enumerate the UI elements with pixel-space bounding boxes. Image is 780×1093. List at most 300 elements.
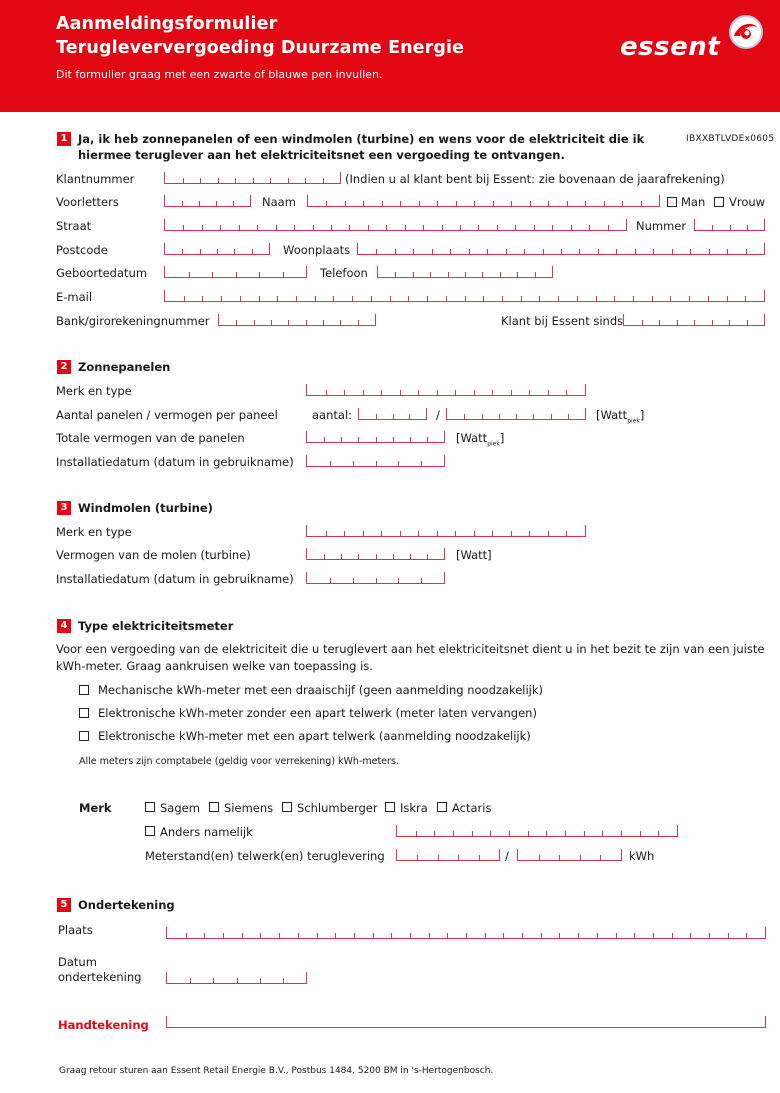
klant-sinds-field[interactable] bbox=[623, 314, 765, 326]
merk-label: Merk bbox=[79, 801, 112, 815]
field-tick bbox=[395, 249, 396, 254]
field-tick bbox=[730, 225, 731, 230]
brand-sagem: Sagem bbox=[160, 801, 200, 815]
meter-option-mechanisch-checkbox[interactable] bbox=[79, 685, 89, 695]
geboortedatum-field[interactable] bbox=[164, 266, 307, 278]
brand-siemens-checkbox[interactable] bbox=[209, 802, 219, 812]
field-tick bbox=[530, 201, 531, 206]
field-tick bbox=[672, 933, 673, 938]
field-tick bbox=[298, 933, 299, 938]
field-tick bbox=[511, 531, 512, 536]
nummer-label: Nummer bbox=[636, 219, 687, 233]
field-tick bbox=[437, 201, 438, 206]
field-tick bbox=[429, 933, 430, 938]
field-tick bbox=[458, 855, 459, 860]
field-tick bbox=[658, 831, 659, 836]
field-tick bbox=[221, 296, 222, 301]
field-tick bbox=[294, 225, 295, 230]
watt-unit-text: [Watt bbox=[596, 408, 628, 422]
field-tick bbox=[548, 201, 549, 206]
field-tick bbox=[199, 201, 200, 206]
field-tick bbox=[315, 296, 316, 301]
field-tick bbox=[528, 831, 529, 836]
field-tick bbox=[363, 390, 364, 395]
meterstand-slash: / bbox=[505, 849, 509, 863]
section-number-2: 2 bbox=[57, 360, 71, 374]
kwh-unit: kWh bbox=[629, 849, 655, 863]
brand-schlumberger-checkbox[interactable] bbox=[282, 802, 292, 812]
field-tick bbox=[548, 531, 549, 536]
field-tick bbox=[288, 320, 289, 325]
field-tick bbox=[455, 390, 456, 395]
field-tick bbox=[584, 831, 585, 836]
meter-option-mechanisch: Mechanische kWh-meter met een draaischijf (geen aanmelding noodzakelijk) bbox=[98, 683, 544, 697]
field-tick bbox=[558, 296, 559, 301]
field-tick bbox=[413, 249, 414, 254]
meterstand-field-2[interactable] bbox=[517, 849, 622, 861]
field-tick bbox=[427, 554, 428, 559]
field-tick bbox=[381, 531, 382, 536]
field-tick bbox=[522, 933, 523, 938]
field-tick bbox=[235, 178, 236, 183]
field-tick bbox=[405, 225, 406, 230]
field-tick bbox=[604, 201, 605, 206]
field-tick bbox=[500, 272, 501, 277]
field-tick bbox=[621, 831, 622, 836]
section-number-3: 3 bbox=[57, 501, 71, 515]
field-tick bbox=[217, 249, 218, 254]
field-tick bbox=[326, 390, 327, 395]
field-tick bbox=[190, 978, 191, 983]
field-tick bbox=[270, 178, 271, 183]
woonplaats-label: Woonplaats bbox=[283, 243, 351, 257]
field-tick bbox=[511, 201, 512, 206]
field-tick bbox=[469, 249, 470, 254]
field-tick bbox=[448, 272, 449, 277]
field-tick bbox=[373, 933, 374, 938]
voorletters-label: Voorletters bbox=[56, 195, 119, 209]
brand-schlumberger: Schlumberger bbox=[297, 801, 378, 815]
field-tick bbox=[427, 296, 428, 301]
field-tick bbox=[237, 978, 238, 983]
field-tick bbox=[483, 296, 484, 301]
field-tick bbox=[236, 320, 237, 325]
field-tick bbox=[689, 296, 690, 301]
field-tick bbox=[466, 933, 467, 938]
woonplaats-field[interactable] bbox=[357, 243, 765, 255]
meter-option-met-telwerk: Elektronische kWh-meter met een apart telwerk (aanmelding noodzakelijk) bbox=[98, 729, 531, 743]
anders-field[interactable] bbox=[396, 825, 678, 837]
field-tick bbox=[371, 296, 372, 301]
field-tick bbox=[202, 296, 203, 301]
field-tick bbox=[341, 554, 342, 559]
field-tick bbox=[566, 531, 567, 536]
field-tick bbox=[408, 296, 409, 301]
wind-datum-label: Installatiedatum (datum in gebruikname) bbox=[56, 572, 294, 586]
telefoon-label: Telefoon bbox=[320, 266, 368, 280]
datum-label-line1: Datum bbox=[58, 955, 97, 969]
brand-siemens: Siemens bbox=[224, 801, 274, 815]
voorletters-field[interactable] bbox=[164, 195, 251, 207]
field-tick bbox=[254, 320, 255, 325]
field-tick bbox=[653, 249, 654, 254]
field-tick bbox=[186, 933, 187, 938]
vrouw-checkbox[interactable] bbox=[714, 197, 724, 207]
field-tick bbox=[333, 296, 334, 301]
field-tick bbox=[712, 320, 713, 325]
aantal-slash: / bbox=[436, 408, 440, 422]
field-tick bbox=[690, 933, 691, 938]
field-tick bbox=[352, 296, 353, 301]
field-tick bbox=[608, 225, 609, 230]
watt-piek-unit bbox=[596, 408, 644, 428]
brand-iskra: Iskra bbox=[400, 801, 428, 815]
field-tick bbox=[386, 225, 387, 230]
field-tick bbox=[745, 296, 746, 301]
section5-title: Ondertekening bbox=[78, 898, 175, 912]
klantnummer-note: (Indien u al klant bent bij Essent: zie bovenaan de jaarafrekening) bbox=[345, 172, 725, 186]
field-tick bbox=[552, 225, 553, 230]
field-tick bbox=[189, 272, 190, 277]
field-tick bbox=[358, 437, 359, 442]
field-tick bbox=[709, 249, 710, 254]
essent-logo bbox=[620, 14, 770, 64]
field-tick bbox=[571, 225, 572, 230]
field-tick bbox=[323, 320, 324, 325]
field-tick bbox=[358, 320, 359, 325]
field-tick bbox=[279, 933, 280, 938]
field-tick bbox=[395, 272, 396, 277]
field-tick bbox=[539, 296, 540, 301]
field-tick bbox=[487, 249, 488, 254]
postcode-label: Postcode bbox=[56, 243, 108, 257]
field-tick bbox=[747, 225, 748, 230]
field-tick bbox=[561, 249, 562, 254]
field-tick bbox=[271, 320, 272, 325]
field-tick bbox=[216, 201, 217, 206]
field-tick bbox=[409, 414, 410, 419]
brand-actaris: Actaris bbox=[452, 801, 492, 815]
klantnummer-field[interactable] bbox=[164, 172, 341, 184]
man-label: Man bbox=[681, 195, 706, 209]
logo-swirl-icon bbox=[724, 14, 766, 52]
field-tick bbox=[506, 249, 507, 254]
field-tick bbox=[296, 296, 297, 301]
field-tick bbox=[690, 249, 691, 254]
field-tick bbox=[529, 531, 530, 536]
field-tick bbox=[566, 390, 567, 395]
section-number-1: 1 bbox=[57, 132, 71, 146]
aantal-prefix: aantal: bbox=[312, 408, 353, 422]
section3-title: Windmolen (turbine) bbox=[78, 501, 213, 515]
field-tick bbox=[746, 933, 747, 938]
field-tick bbox=[602, 831, 603, 836]
field-tick bbox=[559, 855, 560, 860]
zon-vermogen-field[interactable] bbox=[446, 408, 586, 420]
meter-option-met-telwerk-checkbox[interactable] bbox=[79, 731, 89, 741]
field-tick bbox=[533, 414, 534, 419]
field-tick bbox=[252, 249, 253, 254]
section2-title: Zonnepanelen bbox=[78, 360, 171, 374]
field-tick bbox=[614, 296, 615, 301]
field-tick bbox=[236, 272, 237, 277]
field-tick bbox=[727, 249, 728, 254]
field-tick bbox=[517, 272, 518, 277]
field-tick bbox=[341, 437, 342, 442]
field-tick bbox=[400, 531, 401, 536]
field-tick bbox=[652, 296, 653, 301]
field-tick bbox=[616, 933, 617, 938]
klantnummer-label: Klantnummer bbox=[56, 172, 135, 186]
field-tick bbox=[344, 390, 345, 395]
field-tick bbox=[416, 831, 417, 836]
field-tick bbox=[511, 390, 512, 395]
field-tick bbox=[478, 225, 479, 230]
field-tick bbox=[376, 578, 377, 583]
telefoon-field[interactable] bbox=[377, 266, 553, 278]
field-tick bbox=[465, 296, 466, 301]
meter-option-zonder-telwerk: Elektronische kWh-meter zonder een apart telwerk (meter laten vervangen) bbox=[98, 706, 537, 720]
field-tick bbox=[585, 201, 586, 206]
datum-ondertekening-field[interactable] bbox=[166, 972, 307, 984]
brand-sagem-checkbox[interactable] bbox=[145, 802, 155, 812]
field-tick bbox=[447, 933, 448, 938]
field-tick bbox=[437, 531, 438, 536]
field-tick bbox=[419, 201, 420, 206]
field-tick bbox=[233, 201, 234, 206]
field-tick bbox=[393, 414, 394, 419]
field-tick bbox=[516, 414, 517, 419]
field-tick bbox=[456, 201, 457, 206]
field-tick bbox=[455, 531, 456, 536]
field-tick bbox=[464, 414, 465, 419]
field-tick bbox=[259, 296, 260, 301]
field-tick bbox=[543, 249, 544, 254]
field-tick bbox=[503, 933, 504, 938]
field-tick bbox=[330, 578, 331, 583]
meter-intro-line2: kWh-meter. Graag aankruisen welke van toepassing is. bbox=[56, 659, 373, 673]
field-tick bbox=[493, 201, 494, 206]
field-tick bbox=[529, 390, 530, 395]
klant-sinds-label: Klant bij Essent sinds bbox=[501, 314, 624, 328]
field-tick bbox=[446, 296, 447, 301]
field-tick bbox=[577, 296, 578, 301]
field-tick bbox=[182, 201, 183, 206]
nummer-field[interactable] bbox=[694, 219, 765, 231]
field-tick bbox=[183, 225, 184, 230]
field-tick bbox=[353, 461, 354, 466]
field-tick bbox=[253, 178, 254, 183]
field-tick bbox=[596, 296, 597, 301]
return-address-footer: Graag retour sturen aan Essent Retail Energie B.V., Postbus 1484, 5200 BM in 's-Hertogenbosch. bbox=[59, 1066, 494, 1076]
field-tick bbox=[283, 272, 284, 277]
field-tick bbox=[460, 225, 461, 230]
field-tick bbox=[376, 437, 377, 442]
naam-label: Naam bbox=[262, 195, 296, 209]
field-tick bbox=[317, 933, 318, 938]
field-tick bbox=[746, 249, 747, 254]
field-tick bbox=[479, 855, 480, 860]
field-tick bbox=[598, 249, 599, 254]
field-tick bbox=[482, 272, 483, 277]
field-tick bbox=[434, 831, 435, 836]
field-tick bbox=[551, 414, 552, 419]
email-label: E-mail bbox=[56, 290, 93, 304]
field-tick bbox=[410, 554, 411, 559]
field-tick bbox=[421, 461, 422, 466]
field-tick bbox=[728, 933, 729, 938]
header-banner bbox=[0, 0, 780, 112]
zon-aantal-field[interactable] bbox=[358, 408, 427, 420]
field-tick bbox=[634, 933, 635, 938]
field-tick bbox=[432, 249, 433, 254]
field-tick bbox=[260, 933, 261, 938]
field-tick bbox=[220, 225, 221, 230]
field-tick bbox=[546, 831, 547, 836]
field-tick bbox=[708, 296, 709, 301]
zon-aantal-label: Aantal panelen / vermogen per paneel bbox=[56, 408, 278, 422]
wind-datum-field[interactable] bbox=[306, 572, 445, 584]
section-number-4: 4 bbox=[57, 619, 71, 633]
field-tick bbox=[534, 225, 535, 230]
handtekening-field[interactable] bbox=[166, 1016, 766, 1028]
field-tick bbox=[257, 225, 258, 230]
field-tick bbox=[323, 178, 324, 183]
field-tick bbox=[204, 933, 205, 938]
meterstand-field-1[interactable] bbox=[396, 849, 500, 861]
field-tick bbox=[330, 461, 331, 466]
form-code: IBXXBTLVDEx0605 bbox=[686, 134, 775, 144]
field-tick bbox=[567, 201, 568, 206]
field-tick bbox=[240, 296, 241, 301]
field-tick bbox=[259, 272, 260, 277]
watt-piek-unit-2 bbox=[456, 431, 504, 451]
man-checkbox[interactable] bbox=[667, 197, 677, 207]
field-tick bbox=[276, 225, 277, 230]
wind-vermogen-label: Vermogen van de molen (turbine) bbox=[56, 548, 251, 562]
datum-label-line2: ondertekening bbox=[58, 970, 142, 984]
field-tick bbox=[524, 249, 525, 254]
naam-field[interactable] bbox=[307, 195, 660, 207]
field-tick bbox=[242, 933, 243, 938]
field-tick bbox=[450, 249, 451, 254]
form-title: Aanmeldingsformulier bbox=[56, 14, 278, 34]
brand-anders-checkbox[interactable] bbox=[145, 826, 155, 836]
wind-merk-label: Merk en type bbox=[56, 525, 132, 539]
field-tick bbox=[453, 831, 454, 836]
field-tick bbox=[597, 933, 598, 938]
field-tick bbox=[568, 414, 569, 419]
field-tick bbox=[559, 933, 560, 938]
field-tick bbox=[747, 320, 748, 325]
field-tick bbox=[393, 437, 394, 442]
zon-merk-field[interactable] bbox=[306, 384, 586, 396]
bank-label: Bank/girorekeningnummer bbox=[56, 314, 210, 328]
postcode-field[interactable] bbox=[164, 243, 270, 255]
meter-option-zonder-telwerk-checkbox[interactable] bbox=[79, 708, 89, 718]
form-title-line2: Terugleververgoeding Duurzame Energie bbox=[56, 38, 465, 58]
field-tick bbox=[589, 225, 590, 230]
field-tick bbox=[306, 320, 307, 325]
zon-datum-label: Installatiedatum (datum in gebruikname) bbox=[56, 455, 294, 469]
wind-merk-field[interactable] bbox=[306, 525, 586, 537]
field-tick bbox=[288, 178, 289, 183]
field-tick bbox=[729, 320, 730, 325]
zon-datum-field[interactable] bbox=[306, 455, 445, 467]
piek-subscript: piek bbox=[627, 417, 640, 425]
field-tick bbox=[438, 855, 439, 860]
field-tick bbox=[417, 855, 418, 860]
piek-subscript-2: piek bbox=[487, 440, 500, 448]
brand-iskra-checkbox[interactable] bbox=[385, 802, 395, 812]
meter-intro-line1: Voor een vergoeding van de elektriciteit die u teruglevert aan het elektriciteitsnet dient u in het bezit te zijn van een juiste bbox=[56, 642, 765, 656]
handtekening-label: Handtekening bbox=[58, 1018, 149, 1032]
field-tick bbox=[653, 933, 654, 938]
field-tick bbox=[283, 978, 284, 983]
field-tick bbox=[183, 178, 184, 183]
email-field[interactable] bbox=[164, 290, 765, 302]
field-tick bbox=[600, 855, 601, 860]
field-tick bbox=[633, 296, 634, 301]
field-tick bbox=[430, 272, 431, 277]
field-tick bbox=[492, 531, 493, 536]
field-tick bbox=[376, 461, 377, 466]
field-tick bbox=[324, 554, 325, 559]
zon-merk-label: Merk en type bbox=[56, 384, 132, 398]
field-tick bbox=[578, 933, 579, 938]
field-tick bbox=[354, 933, 355, 938]
plaats-label: Plaats bbox=[58, 923, 93, 937]
field-tick bbox=[580, 855, 581, 860]
field-tick bbox=[382, 201, 383, 206]
field-tick bbox=[635, 249, 636, 254]
plaats-field[interactable] bbox=[166, 927, 766, 939]
field-tick bbox=[326, 201, 327, 206]
meter-note: Alle meters zijn comptabele (geldig voor verrekening) kWh-meters. bbox=[79, 756, 399, 767]
field-tick bbox=[672, 249, 673, 254]
field-tick bbox=[474, 531, 475, 536]
field-tick bbox=[616, 249, 617, 254]
field-tick bbox=[465, 272, 466, 277]
section1-title-line2: hiermee teruglever aan het elektriciteitsnet een vergoeding te ontvangen. bbox=[78, 148, 565, 162]
field-tick bbox=[345, 201, 346, 206]
field-tick bbox=[727, 296, 728, 301]
field-tick bbox=[539, 855, 540, 860]
field-tick bbox=[239, 225, 240, 230]
field-tick bbox=[565, 831, 566, 836]
field-tick bbox=[200, 249, 201, 254]
straat-field[interactable] bbox=[164, 219, 627, 231]
field-tick bbox=[442, 225, 443, 230]
field-tick bbox=[212, 272, 213, 277]
wind-vermogen-field[interactable] bbox=[306, 548, 445, 560]
field-tick bbox=[313, 225, 314, 230]
vrouw-label: Vrouw bbox=[729, 195, 766, 209]
field-tick bbox=[223, 933, 224, 938]
field-tick bbox=[326, 531, 327, 536]
field-tick bbox=[234, 249, 235, 254]
form-subtitle: Dit formulier graag met een zwarte of blauwe pen invullen. bbox=[56, 68, 383, 81]
field-tick bbox=[709, 933, 710, 938]
zon-totaal-field[interactable] bbox=[306, 431, 445, 443]
field-tick bbox=[482, 414, 483, 419]
field-tick bbox=[622, 201, 623, 206]
brand-actaris-checkbox[interactable] bbox=[437, 802, 447, 812]
field-tick bbox=[202, 225, 203, 230]
field-tick bbox=[642, 320, 643, 325]
watt-unit-close-2: ] bbox=[499, 431, 505, 445]
bank-field[interactable] bbox=[218, 314, 376, 326]
